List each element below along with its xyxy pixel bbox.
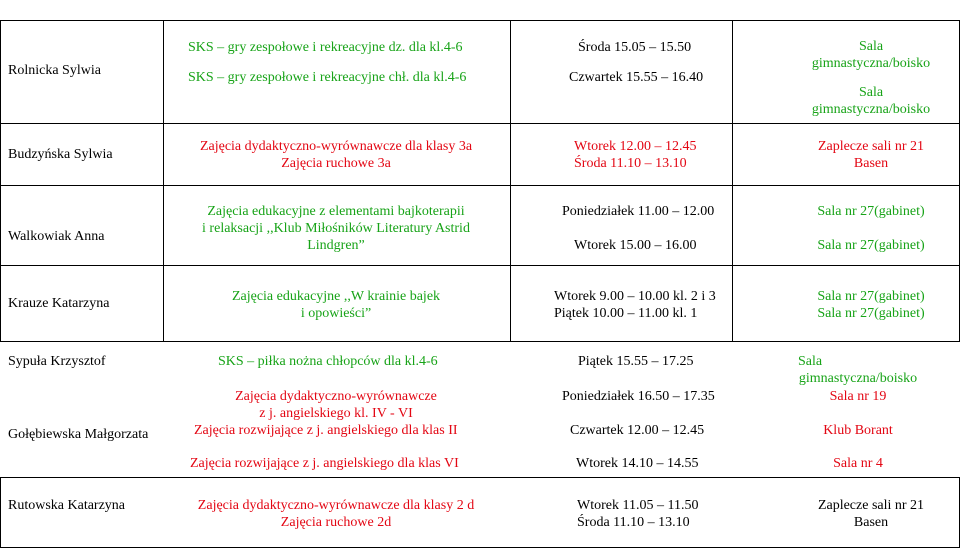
class-place: Basen xyxy=(853,156,889,171)
class-time: Wtorek 12.00 – 12.45 xyxy=(574,139,697,154)
class-name: SKS – gry zespołowe i rekreacyjne chł. dla kl.4-6 xyxy=(188,70,467,85)
class-name: Zajęcia rozwijające z j. angielskiego dla klas II xyxy=(194,423,458,438)
class-time: Poniedziałek 11.00 – 12.00 xyxy=(562,204,715,219)
teacher-name: Sypuła Krzysztof xyxy=(8,354,106,369)
class-place: gimnastyczna/boisko xyxy=(811,102,931,117)
class-place: Sala nr 4 xyxy=(833,456,883,471)
class-place: Sala xyxy=(858,85,884,100)
class-place: Zaplecze sali nr 21 xyxy=(817,498,925,513)
class-name: z j. angielskiego kl. IV - VI xyxy=(259,406,413,421)
class-place: gimnastyczna/boisko xyxy=(811,56,931,71)
row-divider xyxy=(0,20,960,21)
class-time: Środa 11.10 – 13.10 xyxy=(577,515,690,530)
class-time: Czwartek 12.00 – 12.45 xyxy=(570,423,705,438)
row-divider xyxy=(0,477,960,478)
class-time: Czwartek 15.55 – 16.40 xyxy=(569,70,704,85)
class-name: SKS – gry zespołowe i rekreacyjne dz. dla kl.4-6 xyxy=(188,40,463,55)
column-divider xyxy=(510,20,511,342)
class-place: Sala xyxy=(798,354,823,369)
class-time: Środa 11.10 – 13.10 xyxy=(574,156,687,171)
class-place: Sala xyxy=(858,39,884,54)
class-name: Zajęcia ruchowe 3a xyxy=(281,156,391,171)
row-divider xyxy=(0,185,960,186)
class-time: Wtorek 11.05 – 11.50 xyxy=(577,498,699,513)
teacher-name: Rolnicka Sylwia xyxy=(8,63,101,78)
teacher-name: Krauze Katarzyna xyxy=(8,296,110,311)
row-divider xyxy=(0,341,960,342)
class-time: Poniedziałek 16.50 – 17.35 xyxy=(562,389,715,404)
class-name: Zajęcia dydaktyczno-wyrównawcze xyxy=(235,389,437,404)
class-time: Wtorek 14.10 – 14.55 xyxy=(576,456,699,471)
class-place: Zaplecze sali nr 21 xyxy=(817,139,925,154)
column-divider xyxy=(163,20,164,342)
class-name: i opowieści” xyxy=(300,306,372,321)
class-place: Basen xyxy=(853,515,889,530)
teacher-name: Gołębiewska Małgorzata xyxy=(8,427,149,442)
class-name: SKS – piłka nożna chłopców dla kl.4-6 xyxy=(218,354,438,369)
column-divider xyxy=(732,20,733,342)
class-name: Zajęcia dydaktyczno-wyrównawcze dla klasy 3a xyxy=(199,139,473,154)
teacher-name: Rutowska Katarzyna xyxy=(8,498,126,513)
teacher-name: Budzyńska Sylwia xyxy=(8,147,113,162)
class-name: Zajęcia dydaktyczno-wyrównawcze dla klasy 2 d xyxy=(197,498,475,513)
row-divider xyxy=(0,265,960,266)
class-time: Piątek 10.00 – 11.00 kl. 1 xyxy=(554,306,698,321)
class-place: Sala nr 27(gabinet) xyxy=(817,238,925,253)
class-place: Klub Borant xyxy=(823,423,893,438)
class-name: i relaksacji ,,Klub Miłośników Literatury Astrid xyxy=(202,221,470,236)
class-time: Wtorek 15.00 – 16.00 xyxy=(574,238,697,253)
class-place: Sala nr 27(gabinet) xyxy=(817,306,925,321)
class-place: gimnastyczna/boisko xyxy=(798,371,918,386)
class-place: Sala nr 27(gabinet) xyxy=(817,204,925,219)
row-divider xyxy=(0,123,960,124)
class-place: Sala nr 19 xyxy=(829,389,887,404)
class-time: Wtorek 9.00 – 10.00 kl. 2 i 3 xyxy=(554,289,716,304)
class-name: Zajęcia edukacyjne z elementami bajkoterapii xyxy=(207,204,465,219)
class-name: Zajęcia edukacyjne ,,W krainie bajek xyxy=(231,289,441,304)
class-name: Zajęcia rozwijające z j. angielskiego dla klas VI xyxy=(190,456,459,471)
class-place: Sala nr 27(gabinet) xyxy=(817,289,925,304)
table-border-left xyxy=(0,477,1,547)
class-name: Zajęcia ruchowe 2d xyxy=(280,515,392,530)
class-name: Lindgren” xyxy=(307,238,365,253)
class-time: Środa 15.05 – 15.50 xyxy=(578,40,692,55)
teacher-name: Walkowiak Anna xyxy=(8,229,105,244)
class-time: Piątek 15.55 – 17.25 xyxy=(578,354,694,369)
table-border-left xyxy=(0,20,1,342)
